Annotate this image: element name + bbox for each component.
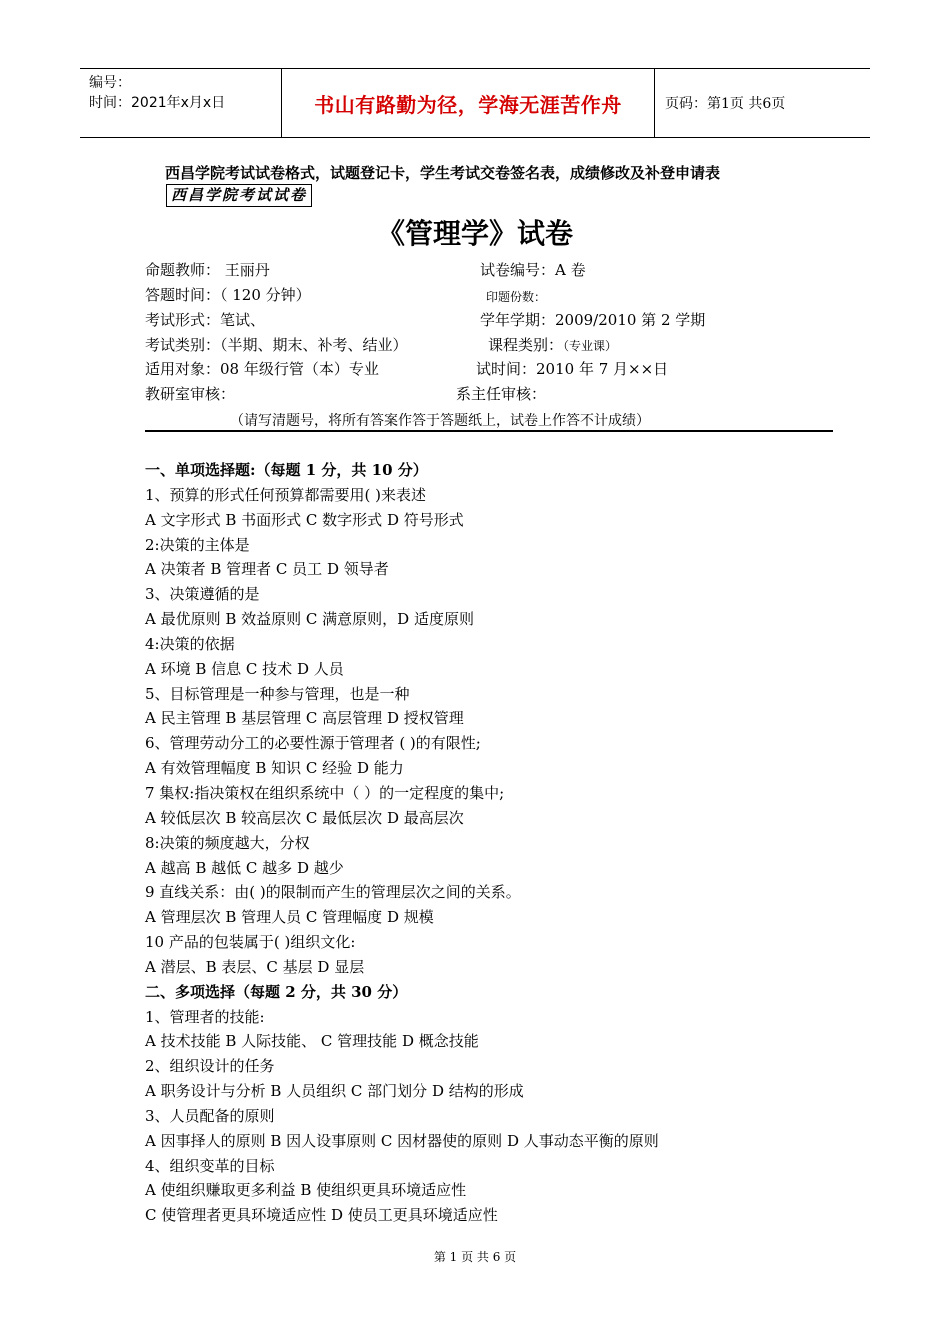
info-term: 学年学期：2009/2010 第 2 学期 [480,311,706,329]
option-line: A 文字形式 B 书面形式 C 数字形式 D 符号形式 [145,510,464,529]
course-type-label: 课程类别： [488,336,564,354]
info-duration: 答题时间：（ 120 分钟） [145,286,311,304]
option-line: A 因事择人的原则 B 因人设事原则 C 因材器使的原则 D 人事动态平衡的原则 [145,1131,659,1150]
option-line: A 技术技能 B 人际技能、 C 管理技能 D 概念技能 [145,1032,479,1051]
question-list [145,458,845,1228]
document-subtitle: 西昌学院考试试卷格式，试题登记卡，学生考试交卷签名表，成绩修改及补登申请表 [165,164,721,182]
option-line: A 民主管理 B 基层管理 C 高层管理 D 授权管理 [145,709,464,728]
option-line: A 越高 B 越低 C 越多 D 越少 [145,858,344,877]
info-dept-review: 系主任审核： [456,385,547,403]
option-line: C 使管理者更具环境适应性 D 使员工更具环境适应性 [145,1206,498,1225]
info-office-review: 教研室审核： [145,385,236,403]
divider-rule [145,430,833,432]
question-line: 4:决策的依据 [145,634,235,653]
question-line: 7 集权:指决策权在组织系统中（ ）的一定程度的集中; [145,783,505,802]
option-line: A 决策者 B 管理者 C 员工 D 领导者 [145,560,389,579]
section-heading: 一、单项选择题:（每题 1 分，共 10 分） [145,461,428,479]
info-exam-date: 试时间：2010 年 7 月××日 [476,360,669,378]
question-line: 5、目标管理是一种参与管理，也是一种 [145,684,410,703]
option-line: A 潜层、B 表层、C 基层 D 显层 [145,957,365,976]
option-line: A 使组织赚取更多利益 B 使组织更具环境适应性 [145,1181,467,1200]
header-table [80,68,870,138]
course-type-value: （专业课） [563,339,618,353]
question-line: 10 产品的包装属于( )组织文化: [145,933,356,952]
page-code: 页码：第1页 共6页 [665,96,786,112]
exam-title: 《管理学》试卷 [376,217,573,250]
school-exam-stamp: 西昌学院考试试卷 [166,184,312,207]
question-line: 1、预算的形式任何预算都需要用( )来表述 [145,485,427,504]
info-target: 适用对象：08 年级行管（本）专业 [145,360,379,378]
option-line: A 管理层次 B 管理人员 C 管理幅度 D 规模 [145,908,434,927]
option-line: A 最优原则 B 效益原则 C 满意原则，D 适度原则 [145,610,474,629]
question-line: 2、组织设计的任务 [145,1057,275,1076]
option-line: A 有效管理幅度 B 知识 C 经验 D 能力 [145,759,404,778]
code-label: 编号： [89,75,131,91]
option-line: A 较低层次 B 较高层次 C 最低层次 D 最高层次 [145,808,464,827]
motto: 书山有路勤为径，学海无涯苦作舟 [282,69,655,137]
info-paper-no: 试卷编号：A 卷 [480,261,586,279]
question-line: 4、组织变革的目标 [145,1156,275,1175]
question-line: 1、管理者的技能: [145,1007,265,1026]
question-line: 8:决策的频度越大，分权 [145,833,310,852]
answer-notice: （请写清题号，将所有答案作答于答题纸上，试卷上作答不计成绩） [230,413,650,429]
page-footer: 第 1 页 共 6 页 [433,1250,517,1264]
option-line: A 环境 B 信息 C 技术 D 人员 [145,659,344,678]
info-course-type [488,335,617,356]
question-line: 3、人员配备的原则 [145,1106,275,1125]
section-heading: 二、多项选择（每题 2 分，共 30 分） [145,982,408,1001]
question-line: 6、管理劳动分工的必要性源于管理者 ( )的有限性; [145,734,481,753]
info-teacher: 命题教师： 王丽丹 [145,261,270,279]
info-exam-type: 考试类别：（半期、期末、补考、结业） [145,336,408,354]
info-exam-form: 考试形式：笔试、 [145,311,266,329]
option-line: A 职务设计与分析 B 人员组织 C 部门划分 D 结构的形成 [145,1082,524,1101]
question-line: 3、决策遵循的是 [145,585,260,604]
question-line: 2:决策的主体是 [145,535,250,554]
question-line: 9 直线关系：由( )的限制而产生的管理层次之间的关系。 [145,883,521,902]
header-meta-cell [80,69,282,137]
info-print-count: 印题份数： [486,290,547,304]
time-label: 时间：2021年x月x日 [89,95,226,111]
